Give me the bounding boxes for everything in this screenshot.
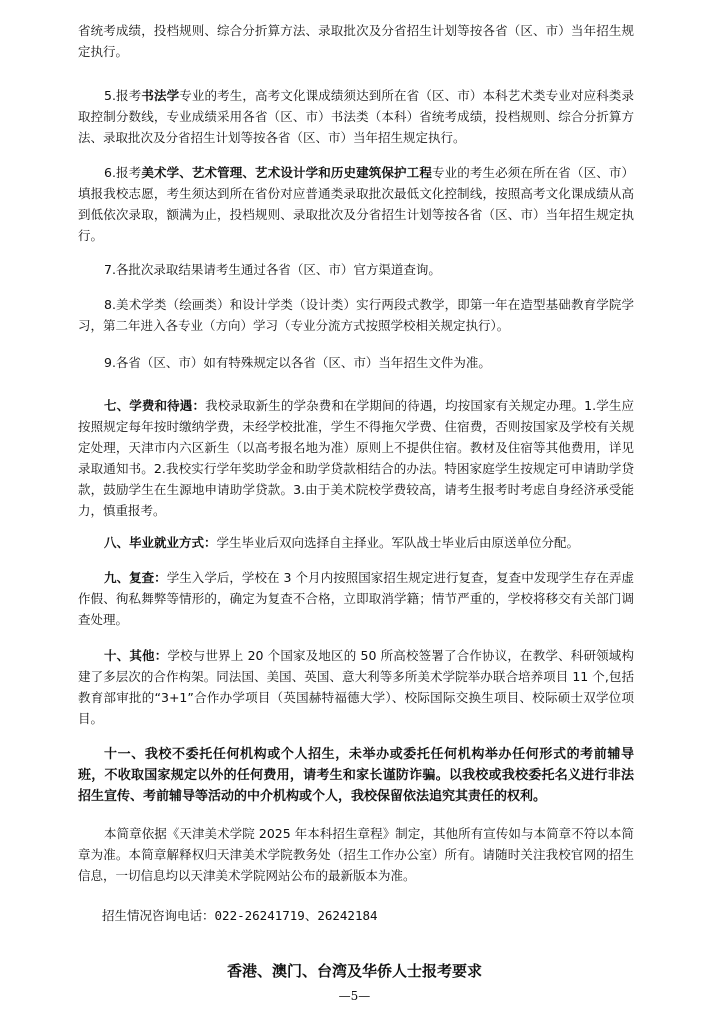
next-section-heading: 香港、澳门、台湾及华侨人士报考要求 bbox=[226, 962, 482, 980]
paragraph-item-6 bbox=[78, 162, 634, 246]
section-7-fees bbox=[78, 395, 634, 521]
closing-statement: 本简章依据《天津美术学院 2025 年本科招生章程》制定，其他所有宣传如与本简章不符以本简章为准。本简章解释权归天津美术学院教务处（招生工作办公室）所有。请随时关注我校官网的招生信息，一切信息均以天津美术学院网站公布的最新版本为准。 bbox=[78, 826, 634, 883]
section-9-body: 学生入学后，学校在 3 个月内按照国家招生规定进行复查，复查中发现学生存在弄虚作假、徇私舞弊等情形的，确定为复查不合格，立即取消学籍；情节严重的，学校将移交有关部门调查处理。 bbox=[78, 570, 634, 627]
paragraph-item-5 bbox=[78, 85, 634, 148]
section-7-body: 我校录取新生的学杂费和在学期间的待遇，均按国家有关规定办理。1.学生应按照规定每年按时缴纳学费，未经学校批准，学生不得拖欠学费、住宿费，否则按国家及学校有关规定处理，天津市内六区新生（以高考报名地为准）原则上不提供住宿。教材及住宿等其他费用，详见录取通知书。2.我校实行学年奖助学金和助学贷款相结合的办法。特困家庭学生按规定可申请助学贷款，鼓励学生在生源地申请助学贷款。3.由于美术院校学费较高，请考生报考时考虑自身经济承受能力，慎重报考。 bbox=[78, 398, 634, 518]
contact-label: 招生情况咨询电话： bbox=[102, 908, 215, 923]
section-10-title: 十、其他： bbox=[104, 648, 168, 663]
contact-line bbox=[102, 905, 378, 926]
section-10-body: 学校与世界上 20 个国家及地区的 50 所高校签署了合作协议，在教学、科研领域构建了多层次的合作构架。同法国、美国、英国、意大利等多所美术学院举办联合培养项目 11 个,包括教育部审批的“3+1”合作办学项目（英国赫特福德大学）、校际国际交换生项目、校际硕士双学位项目。 bbox=[78, 648, 634, 726]
section-7-title: 七、学费和待遇： bbox=[104, 398, 206, 413]
paragraph-item-7: 7.各批次录取结果请考生通过各省（区、市）官方渠道查询。 bbox=[104, 262, 441, 277]
section-9-review bbox=[78, 567, 634, 630]
contact-phones: 022-26241719、26242184 bbox=[214, 908, 378, 923]
item-5-major: 书法学 bbox=[141, 88, 180, 103]
section-10-other bbox=[78, 645, 634, 729]
item-6-body: 专业的考生必须在所在省（区、市）填报我校志愿，考生须达到所在省份对应普通类录取批次最低文化控制线，按照高考文化课成绩从高到低依次录取，额满为止，投档规则、录取批次及分省招生计划等按各省（区、市）当年招生规定执行。 bbox=[78, 165, 634, 243]
item-6-prefix: 6.报考 bbox=[104, 165, 142, 180]
section-11-notice: 十一、我校不委托任何机构或个人招生，未举办或委托任何机构举办任何形式的考前辅导班，不收取国家规定以外的任何费用，请考生和家长谨防诈骗。以我校或我校委托名义进行非法招生宣传、考前辅导等活动的中介机构或个人，我校保留依法追究其责任的权利。 bbox=[78, 747, 634, 804]
section-8-body: 学生毕业后双向选择自主择业。军队战士毕业后由原送单位分配。 bbox=[216, 535, 580, 550]
section-9-title: 九、复查： bbox=[104, 570, 167, 585]
paragraph-item-8: 8.美术学类（绘画类）和设计学类（设计类）实行两段式教学，即第一年在造型基础教育学院学习，第二年进入各专业（方向）学习（专业分流方式按照学校相关规定执行）。 bbox=[78, 297, 634, 333]
item-5-body: 专业的考生，高考文化课成绩须达到所在省（区、市）本科艺术类专业对应科类录取控制分数线，专业成绩采用各省（区、市）书法类（本科）省统考成绩，投档规则、综合分折算方法、录取批次及分省招生计划等按各省（区、市）当年招生规定执行。 bbox=[78, 88, 634, 145]
item-6-majors: 美术学、艺术管理、艺术设计学和历史建筑保护工程 bbox=[141, 165, 432, 180]
page-number: —5— bbox=[338, 989, 371, 1003]
paragraph-continuation: 省统考成绩，投档规则、综合分折算方法、录取批次及分省招生计划等按各省（区、市）当年招生规定执行。 bbox=[78, 23, 634, 59]
paragraph-item-9: 9.各省（区、市）如有特殊规定以各省（区、市）当年招生文件为准。 bbox=[104, 355, 491, 370]
item-5-prefix: 5.报考 bbox=[104, 88, 142, 103]
section-8-title: 八、毕业就业方式： bbox=[104, 535, 217, 550]
section-8-employment bbox=[78, 532, 634, 553]
